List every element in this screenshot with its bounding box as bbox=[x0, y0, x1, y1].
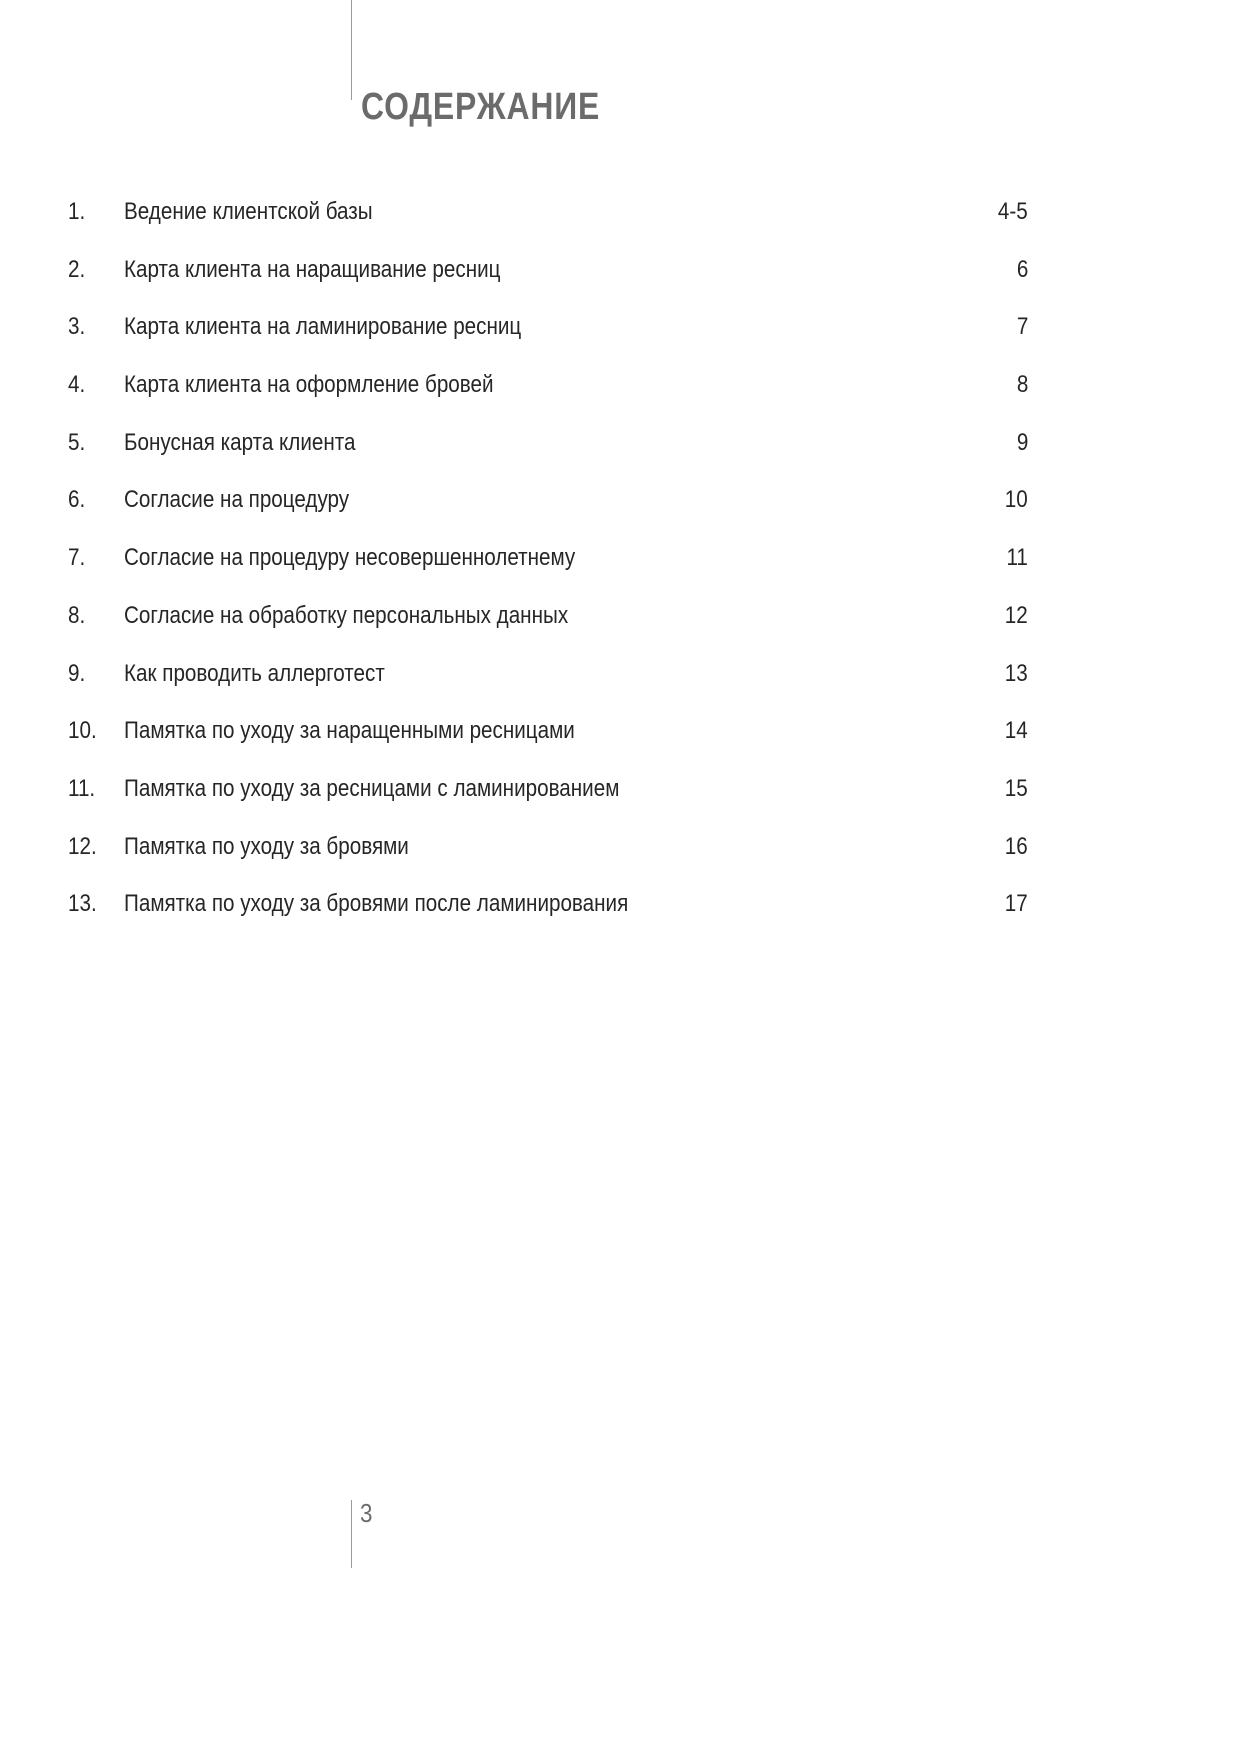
toc-item-number: 8. bbox=[68, 601, 86, 629]
toc-item-page: 4-5 bbox=[998, 198, 1028, 225]
toc-item-title: Согласие на процедуру bbox=[124, 486, 350, 514]
toc-item-number: 7. bbox=[68, 544, 86, 572]
toc-item-page: 8 bbox=[1016, 371, 1028, 399]
toc-item-number: 4. bbox=[68, 371, 86, 399]
toc-item-page: 16 bbox=[1005, 832, 1028, 860]
toc-item-number: 11. bbox=[68, 774, 96, 802]
toc-item[interactable] bbox=[68, 529, 1028, 587]
toc-item[interactable] bbox=[68, 760, 1028, 818]
toc-item-title: Ведение клиентской базы bbox=[124, 198, 373, 225]
toc-item[interactable] bbox=[68, 818, 1028, 876]
toc-item-title: Карта клиента на оформление бровей bbox=[124, 371, 494, 399]
toc-item-page: 9 bbox=[1016, 428, 1028, 456]
toc-item-title: Карта клиента на наращивание ресниц bbox=[124, 255, 501, 283]
toc-item-page: 17 bbox=[1005, 890, 1028, 918]
toc-item-number: 2. bbox=[68, 255, 86, 283]
toc-item-number: 6. bbox=[68, 486, 86, 514]
toc-item-page: 6 bbox=[1016, 255, 1028, 283]
toc-item-title: Согласие на процедуру несовершеннолетнему bbox=[124, 544, 576, 572]
toc-item[interactable] bbox=[68, 183, 1028, 241]
toc-item-page: 11 bbox=[1006, 544, 1028, 572]
toc-item[interactable] bbox=[68, 645, 1028, 703]
toc-item-number: 3. bbox=[68, 313, 86, 341]
toc-item-number: 12. bbox=[68, 832, 97, 860]
toc-item-page: 13 bbox=[1005, 659, 1028, 687]
toc-item[interactable] bbox=[68, 241, 1028, 299]
toc-item[interactable] bbox=[68, 702, 1028, 760]
toc-item-page: 15 bbox=[1005, 774, 1028, 802]
header-divider-line bbox=[351, 0, 352, 100]
toc-item-number: 10. bbox=[68, 717, 97, 745]
toc-item[interactable] bbox=[68, 356, 1028, 414]
toc-item[interactable] bbox=[68, 471, 1028, 529]
page-title: СОДЕРЖАНИЕ bbox=[361, 86, 601, 129]
toc-item-page: 14 bbox=[1005, 717, 1028, 745]
toc-item-title: Карта клиента на ламинирование ресниц bbox=[124, 313, 522, 341]
toc-item-number: 13. bbox=[68, 890, 97, 918]
toc-item[interactable] bbox=[68, 298, 1028, 356]
page-number: 3 bbox=[360, 1498, 373, 1528]
toc-item[interactable] bbox=[68, 875, 1028, 933]
toc-item-title: Как проводить аллерготест bbox=[124, 659, 385, 687]
toc-item-title: Памятка по уходу за бровями после ламинирования bbox=[124, 890, 629, 918]
footer-divider-line bbox=[351, 1500, 352, 1568]
toc-item-title: Памятка по уходу за бровями bbox=[124, 832, 409, 860]
toc-item-title: Согласие на обработку персональных данных bbox=[124, 601, 569, 629]
toc-item[interactable] bbox=[68, 414, 1028, 472]
toc-item-number: 5. bbox=[68, 428, 86, 456]
toc-item-title: Памятка по уходу за ресницами с ламинированием bbox=[124, 774, 620, 802]
toc-item-page: 7 bbox=[1016, 313, 1028, 341]
toc-item-number: 1. bbox=[68, 198, 86, 225]
toc-item-page: 10 bbox=[1005, 486, 1028, 514]
toc-item[interactable] bbox=[68, 587, 1028, 645]
toc-item-number: 9. bbox=[68, 659, 86, 687]
toc-item-title: Бонусная карта клиента bbox=[124, 428, 356, 456]
toc-item-title: Памятка по уходу за наращенными ресницами bbox=[124, 717, 575, 745]
toc-item-page: 12 bbox=[1005, 601, 1028, 629]
table-of-contents bbox=[68, 183, 1028, 933]
